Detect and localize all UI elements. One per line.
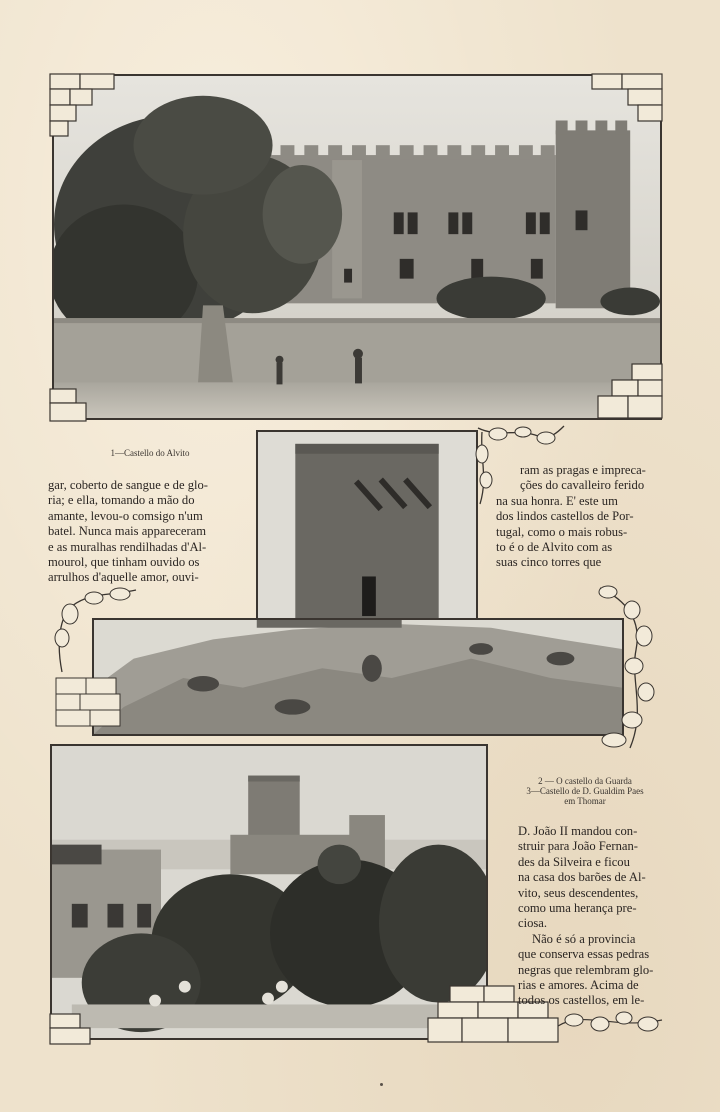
caption-photo-2: 2 — O castello da Guarda [538, 776, 632, 786]
text-column-left [48, 478, 256, 586]
vine-ornament-right [586, 580, 666, 756]
text-line: e as muralhas rendilhadas d'Al- [48, 539, 207, 554]
page-mark [380, 1083, 383, 1086]
text-line: como uma herança pre- [518, 901, 637, 916]
text-line: negras que relembram glo- [518, 962, 654, 977]
text-line: batel. Nunca mais appareceram [48, 524, 207, 539]
text-line: Não é só a provincia [532, 931, 636, 946]
vine-ornament-left [50, 582, 142, 744]
text-line: na sua honra. E' este um [496, 493, 618, 508]
thomar-castle-illustration [52, 746, 486, 1038]
photo-castello-guarda-top [256, 430, 478, 620]
text-line: que conserva essas pedras [518, 947, 650, 962]
caption-photo-1: 1—Castello do Alvito [110, 448, 190, 458]
text-line: dos lindos castellos de Por- [496, 509, 634, 524]
guarda-tower-illustration [258, 432, 476, 620]
text-line: des da Silveira e ficou [518, 854, 630, 869]
text-line: vito, seus descendentes, [518, 885, 639, 900]
stone-ornament-bottom-right [592, 360, 668, 426]
text-line: amante, levou-o comsigo n'um [48, 508, 203, 523]
text-line: gar, coberto de sangue e de glo- [48, 478, 208, 492]
text-line: arrulhos d'aquelle amor, ouvi- [48, 570, 199, 585]
stone-ornament-bottom-left-3 [46, 1008, 116, 1048]
text-line: suas cinco torres que [496, 555, 602, 570]
text-line: ria; e ella, tomando a mão do [48, 493, 195, 508]
photo-castello-alvito [52, 74, 662, 420]
text-line: ram as pragas e impreca- [520, 463, 646, 477]
photo-castello-gualdim-paes [50, 744, 488, 1040]
text-line: na casa dos barões de Al- [518, 870, 646, 885]
text-line: ciosa. [518, 916, 548, 931]
stone-ornament-top-right [588, 70, 668, 132]
castle-alvito-illustration [54, 76, 660, 418]
text-line: struir para João Fernan- [518, 839, 638, 854]
text-line: todos os castellos, em le- [518, 993, 645, 1008]
text-line: tugal, como o mais robus- [496, 524, 628, 539]
stone-ornament-bottom-left [46, 385, 102, 427]
text-line: D. João II mandou con- [518, 824, 638, 838]
photo-castello-guarda-bottom [92, 618, 624, 736]
text-line: rias e amores. Acima de [518, 978, 639, 993]
caption-photo-3: 3—Castello de D. Gualdim Paes [526, 786, 644, 796]
caption-photo-3-line-2: em Thomar [564, 796, 606, 806]
text-line: mourol, que tinham ouvido os [48, 555, 200, 570]
text-column-right-top [496, 463, 664, 571]
stone-ornament-top-left [46, 70, 130, 142]
guarda-hill-illustration [94, 620, 622, 734]
text-column-right-bottom [518, 824, 664, 1009]
text-line: to é o de Alvito com as [496, 540, 613, 555]
text-line: ções do cavalleiro ferido [520, 478, 645, 493]
